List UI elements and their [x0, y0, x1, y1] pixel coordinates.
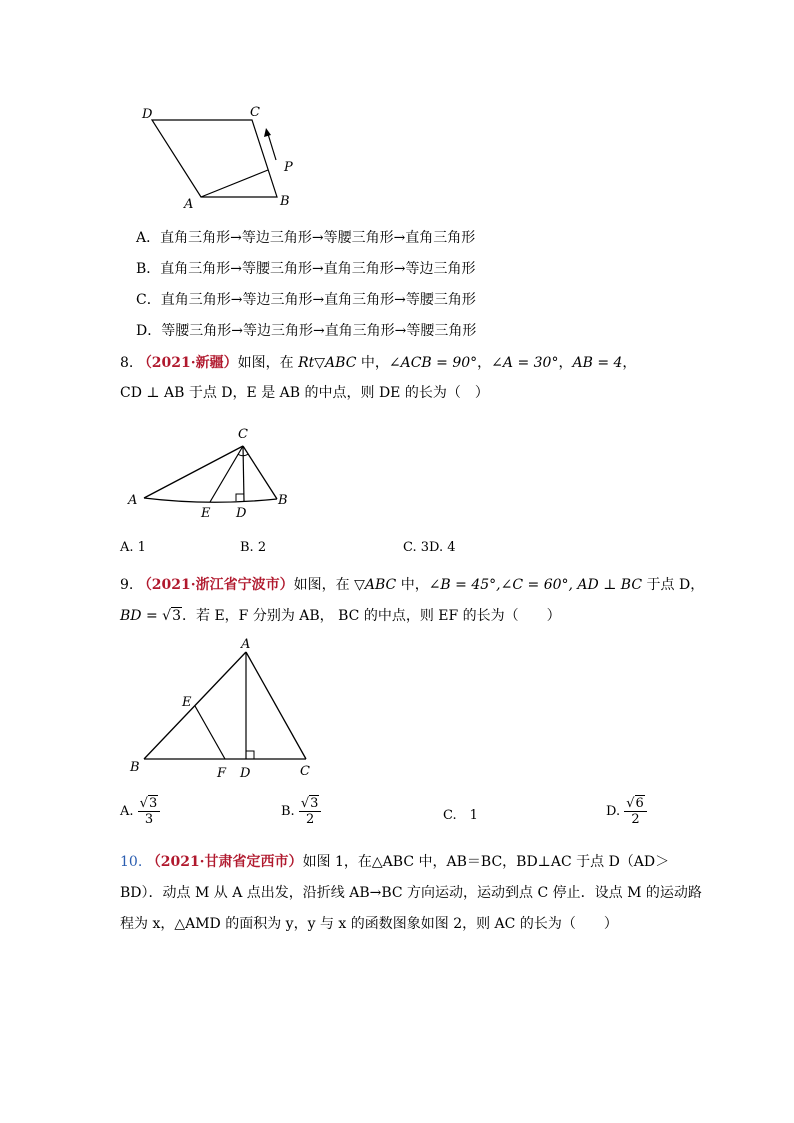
label-b: B	[278, 493, 288, 508]
label-p: P	[284, 160, 293, 175]
label-c: C	[250, 105, 260, 120]
numerator: 6	[635, 796, 644, 811]
parallelogram-figure	[130, 100, 320, 215]
q9-number: 9.	[120, 577, 134, 593]
label-f: F	[217, 766, 227, 781]
option-b-label: B.	[281, 804, 295, 819]
label-d: D	[240, 766, 251, 781]
parallelogram-shape	[152, 120, 277, 197]
q8-cond-2: ∠A = 30°	[491, 355, 559, 371]
side-ac	[246, 652, 306, 759]
q7-option-b[interactable]: B．直角三角形→等腰三角形→直角三角形→等边三角形	[136, 261, 476, 277]
denominator: 2	[305, 812, 315, 827]
right-angle-mark	[236, 494, 244, 501]
altitude-cd	[243, 446, 244, 501]
triangle-efd-figure	[122, 638, 332, 783]
q8-sep-2: ，	[558, 355, 573, 371]
segment-ap	[201, 170, 268, 197]
label-a: A	[241, 638, 251, 652]
q9-line2	[120, 606, 561, 626]
q10-source: （2021·甘肃省定西市）	[146, 854, 303, 870]
label-c: C	[238, 427, 248, 442]
fraction-sqrt6-over-2: $\frac{√6}{2}$	[624, 796, 647, 827]
label-a: A	[184, 197, 194, 212]
q9-source: （2021·浙江省宁波市）	[137, 577, 294, 593]
fraction-sqrt3-over-3: $\frac{√3}{3}$	[138, 796, 161, 827]
q10-line2: BD）．动点 M 从 A 点出发，沿折线 AB→BC 方向运动，运动到点 C 停止．设点 M 的运动路	[120, 885, 702, 901]
q10-text-1: 如图 1，在△ABC 中，AB＝BC，BD⊥AC 于点 D（AD＞	[302, 854, 670, 870]
q9-option-a[interactable]	[120, 796, 160, 827]
option-d-label: D.	[606, 804, 621, 819]
q8-option-c[interactable]: C. 3D. 4	[403, 540, 456, 555]
arrow-head	[264, 128, 271, 137]
sqrt-3: √3	[162, 608, 181, 624]
label-e: E	[201, 506, 211, 521]
numerator: 3	[148, 796, 158, 811]
q7-option-a[interactable]: A．直角三角形→等边三角形→等腰三角形→直角三角形	[136, 230, 476, 246]
q10-line3: 程为 x，△AMD 的面积为 y，y 与 x 的函数图象如图 2，则 AC 的长为（ ）	[120, 916, 618, 932]
label-a: A	[128, 493, 138, 508]
motion-arrow	[268, 134, 276, 160]
q8-line2: CD ⊥ AB 于点 D，E 是 AB 的中点，则 DE 的长为（ ）	[120, 385, 489, 401]
label-e: E	[182, 695, 192, 710]
option-a-label: A.	[120, 804, 134, 819]
sqrt-3-radicand: 3	[172, 608, 181, 624]
q8-end: ，	[622, 355, 637, 371]
q9-conditions: ∠B = 45°,∠C = 60°, AD ⊥ BC	[428, 577, 643, 593]
q8-line1	[120, 353, 636, 373]
q8-text-b: 中，	[360, 355, 389, 371]
q10-line1	[120, 852, 669, 872]
q8-option-a[interactable]: A. 1	[120, 540, 146, 555]
q9-text: 如图，在	[293, 577, 350, 593]
side-bc	[243, 446, 277, 499]
q9-text-b: 中，	[400, 577, 429, 593]
q8-triangle: Rt▽ABC	[298, 355, 357, 371]
q8-number: 8.	[120, 355, 134, 371]
segment-ef	[195, 706, 225, 759]
q9-line1	[120, 575, 704, 595]
label-b: B	[130, 760, 140, 775]
label-d: D	[142, 107, 153, 122]
label-c: C	[300, 764, 310, 779]
q7-option-d[interactable]: D．等腰三角形→等边三角形→直角三角形→等腰三角形	[136, 323, 477, 339]
q9-triangle: ▽ABC	[354, 577, 397, 593]
q9-bd: BD =	[120, 608, 163, 624]
q9-option-b[interactable]	[281, 796, 321, 827]
q8-sep-1: ，	[477, 355, 492, 371]
q9-text-2: ．若 E，F 分别为 AB， BC 的中点，则 EF 的长为（ ）	[182, 608, 561, 624]
right-triangle-figure	[120, 418, 310, 523]
q8-option-b[interactable]: B. 2	[240, 540, 267, 555]
q9-option-d[interactable]	[606, 796, 647, 827]
denominator: 3	[144, 812, 154, 827]
q9-end: 于点 D，	[646, 577, 705, 593]
q8-cond-3: AB = 4	[572, 355, 623, 371]
q9-option-c[interactable]: C. 1	[443, 808, 478, 823]
q7-option-c[interactable]: C．直角三角形→等边三角形→直角三角形→等腰三角形	[136, 292, 476, 308]
label-d: D	[236, 506, 247, 521]
denominator: 2	[631, 812, 640, 827]
q8-source: （2021·新疆）	[137, 355, 238, 371]
q8-cond-1: ∠ACB = 90°	[388, 355, 478, 371]
q8-text: 如图，在	[237, 355, 294, 371]
fraction-sqrt3-over-2: $\frac{√3}{2}$	[299, 796, 322, 827]
q10-number: 10.	[120, 854, 143, 870]
numerator: 3	[310, 796, 319, 811]
label-b: B	[280, 194, 290, 209]
side-ab	[144, 652, 246, 759]
right-angle-mark	[246, 751, 254, 759]
